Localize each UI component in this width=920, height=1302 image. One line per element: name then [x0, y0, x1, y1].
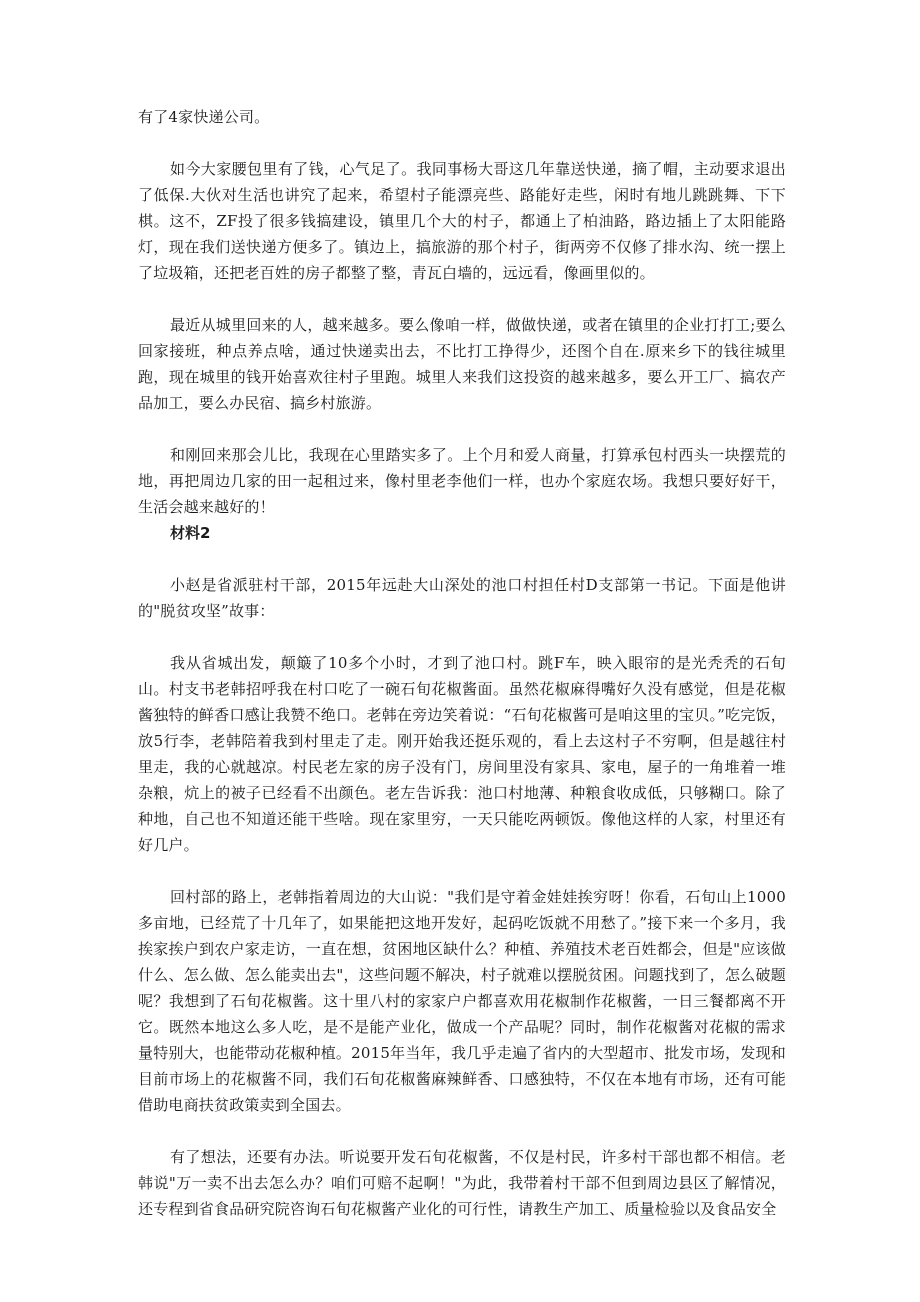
paragraph-8: 有了想法，还要有办法。听说要开发石旬花椒酱，不仅是村民，许多村干部也都不相信。老韩说"万一卖不出去怎么办？咱们可赔不起啊！"为此，我带着村干部不但到周边县区了解情况，还专程到省食品研究院咨询石旬花椒酱产业化的可行性，请教生产加工、质量检验以及食品安全 [138, 1148, 786, 1218]
section-heading: 材料2 [170, 524, 211, 542]
paragraph-5: 小赵是省派驻村干部，2015年远赴大山深处的池口村担任村D支部第一书记。下面是他讲的"脱贫攻坚”故事： [138, 576, 786, 620]
paragraph-3: 最近从城里回来的人，越来越多。要么像咱一样，做做快递，或者在镇里的企业打打工;要么回家接班，种点养点啥，通过快递卖出去，不比打工挣得少，还图个自在.原来乡下的钱往城里跑，现在城里的钱开始喜欢往村子里跑。城里人来我们这投资的越来越多，要么开工厂、搞农产品加工，要么办民宿、搞乡村旅游。 [138, 316, 786, 412]
paragraph-1: 有了4家快递公司。 [138, 108, 270, 126]
document-page [138, 104, 786, 1222]
paragraph-7: 回村部的路上，老韩指着周边的大山说："我们是守着金娃娃挨穷呀！你看，石旬山上1000多亩地，已经荒了十几年了，如果能把这地开发好，起码吃饭就不用愁了。”接下来一个多月，我挨家挨户到农户家走访，一直在想，贫困地区缺什么？种植、养殖技术老百姓都会，但是"应该做什么、怎么做、怎么能卖出去"，这些问题不解决，村子就难以摆脱贫困。问题找到了，怎么破题呢？我想到了石旬花椒酱。这十里八村的家家户户都喜欢用花椒制作花椒酱，一日三餐都离不开它。既然本地这么多人吃，是不是能产业化，做成一个产品呢？同时，制作花椒酱对花椒的需求量特别大，也能带动花椒种植。2015年当年，我几乎走遍了省内的大型超市、批发市场，发现和目前市场上的花椒酱不同，我们石旬花椒酱麻辣鲜香、口感独特，不仅在本地有市场，还有可能借助电商扶贫政策卖到全国去。 [138, 888, 786, 1114]
paragraph-2: 如今大家腰包里有了钱，心气足了。我同事杨大哥这几年靠送快递，摘了帽，主动要求退出了低保.大伙对生活也讲究了起来，希望村子能漂亮些、路能好走些，闲时有地儿跳跳舞、下下棋。这不，ZF投了很多钱搞建设，镇里几个大的村子，都通上了柏油路，路边插上了太阳能路灯，现在我们送快递方便多了。镇边上，搞旅游的那个村子，街两旁不仅修了排水沟、统一摆上了垃圾箱，还把老百姓的房子都整了整，青瓦白墙的，远远看，像画里似的。 [138, 160, 786, 282]
paragraph-6: 我从省城出发，颠簸了10多个小时，才到了池口村。跳F车，映入眼帘的是光秃秃的石旬山。村支书老韩招呼我在村口吃了一碗石旬花椒酱面。虽然花椒麻得嘴好久没有感觉，但是花椒酱独特的鲜香口感让我赞不绝口。老韩在旁边笑着说：“石旬花椒酱可是咱这里的宝贝。”吃完饭，放5行李，老韩陪着我到村里走了走。刚开始我还挺乐观的，看上去这村子不穷啊，但是越往村里走，我的心就越凉。村民老左家的房子没有门，房间里没有家具、家电，屋子的一角堆着一堆杂粮，炕上的被子已经看不出颜色。老左告诉我：池口村地薄、种粮食收成低，只够糊口。除了种地，自己也不知道还能干些啥。现在家里穷，一天只能吃两顿饭。像他这样的人家，村里还有好几户。 [138, 654, 786, 854]
paragraph-4: 和刚回来那会儿比，我现在心里踏实多了。上个月和爱人商量，打算承包村西头一块摆荒的地，再把周边几家的田一起租过来，像村里老李他们一样，也办个家庭农场。我想只要好好干，生活会越来越好的！ [138, 446, 786, 516]
